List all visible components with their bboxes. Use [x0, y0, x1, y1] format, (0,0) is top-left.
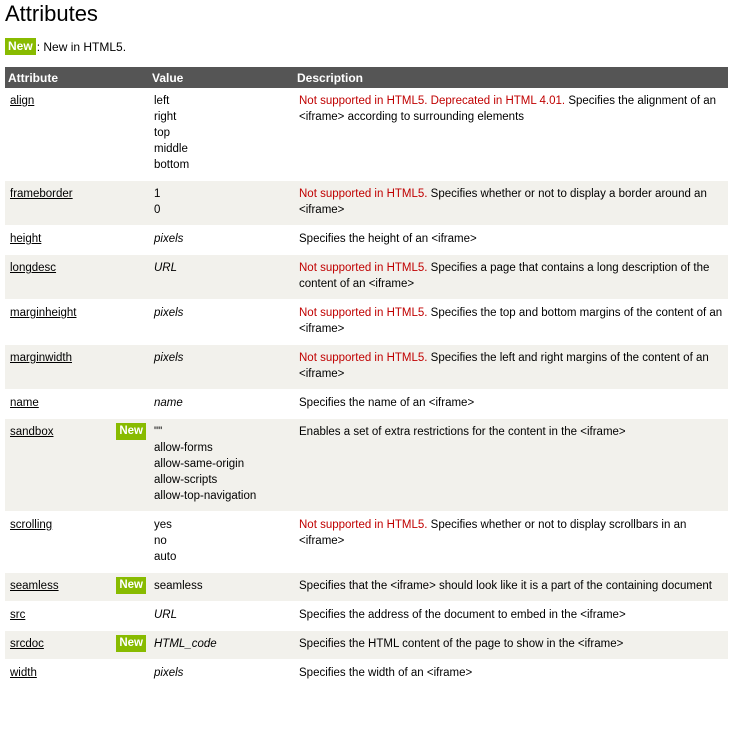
attribute-cell: [5, 573, 149, 602]
attribute-cell: [5, 390, 149, 419]
description-cell: [294, 226, 728, 255]
value-cell: [149, 631, 294, 660]
description-text: Specifies a page that contains a long description of the content of an <iframe>: [299, 262, 710, 290]
value-item: allow-scripts: [154, 474, 218, 486]
header-attribute: Attribute: [5, 67, 149, 88]
attribute-link-width[interactable]: width: [10, 667, 37, 679]
attribute-cell: [5, 602, 149, 631]
value-item: bottom: [154, 159, 190, 171]
new-badge: New: [116, 577, 146, 594]
table-row: [5, 88, 728, 181]
description-text: Specifies the top and bottom margins of the content of an <iframe>: [299, 307, 723, 335]
value-cell: [149, 181, 294, 226]
description-cell: [294, 573, 728, 602]
value-item: pixels: [154, 352, 184, 364]
value-item: "": [154, 426, 163, 438]
attribute-link-seamless[interactable]: seamless: [10, 580, 59, 592]
description-cell: [294, 602, 728, 631]
value-cell: [149, 390, 294, 419]
value-cell: [149, 573, 294, 602]
value-cell: [149, 512, 294, 573]
attribute-cell: [5, 88, 149, 181]
value-cell: [149, 345, 294, 390]
description-cell: [294, 255, 728, 300]
value-item: HTML_code: [154, 638, 217, 650]
value-item: URL: [154, 262, 178, 274]
value-item: auto: [154, 551, 177, 563]
description-cell: [294, 300, 728, 345]
table-row: [5, 419, 728, 512]
attribute-cell: [5, 631, 149, 660]
description-text: Specifies the HTML content of the page to show in the <iframe>: [299, 638, 624, 650]
description-text: Specifies that the <iframe> should look like it is a part of the containing document: [299, 580, 712, 592]
legend-text: : New in HTML5.: [36, 39, 127, 54]
value-cell: [149, 226, 294, 255]
description-cell: [294, 88, 728, 181]
value-cell: [149, 300, 294, 345]
deprecation-warning: Not supported in HTML5.: [299, 307, 428, 319]
value-cell: [149, 602, 294, 631]
attribute-cell: [5, 181, 149, 226]
attribute-cell: [5, 419, 149, 512]
value-cell: [149, 255, 294, 300]
new-badge: New: [5, 38, 36, 55]
table-row: [5, 602, 728, 631]
value-item: left: [154, 95, 170, 107]
value-item: allow-top-navigation: [154, 490, 257, 502]
table-row: [5, 660, 728, 689]
attribute-link-frameborder[interactable]: frameborder: [10, 188, 73, 200]
deprecation-warning: Not supported in HTML5.: [299, 262, 428, 274]
attribute-cell: [5, 512, 149, 573]
description-cell: [294, 631, 728, 660]
attribute-link-longdesc[interactable]: longdesc: [10, 262, 57, 274]
new-badge: New: [116, 635, 146, 652]
attribute-cell: [5, 226, 149, 255]
attribute-cell: [5, 345, 149, 390]
description-text: Specifies the address of the document to embed in the <iframe>: [299, 609, 626, 621]
attributes-table: [5, 67, 728, 689]
description-text: Specifies the left and right margins of the content of an <iframe>: [299, 352, 709, 380]
description-cell: [294, 390, 728, 419]
value-cell: [149, 660, 294, 689]
description-text: Specifies the width of an <iframe>: [299, 667, 473, 679]
table-header-row: [5, 67, 728, 88]
description-cell: [294, 419, 728, 512]
attribute-link-height[interactable]: height: [10, 233, 42, 245]
header-value: Value: [149, 67, 294, 88]
value-item: name: [154, 397, 183, 409]
table-body: [5, 88, 728, 689]
attribute-link-scrolling[interactable]: scrolling: [10, 519, 53, 531]
description-cell: [294, 660, 728, 689]
deprecation-warning: Not supported in HTML5.: [299, 352, 428, 364]
attribute-cell: [5, 660, 149, 689]
description-text: Specifies whether or not to display a border around an <iframe>: [299, 188, 707, 216]
table-row: [5, 631, 728, 660]
attribute-link-srcdoc[interactable]: srcdoc: [10, 638, 44, 650]
description-cell: [294, 345, 728, 390]
table-row: [5, 226, 728, 255]
value-item: URL: [154, 609, 178, 621]
new-badge: New: [116, 423, 146, 440]
value-item: middle: [154, 143, 188, 155]
value-item: pixels: [154, 307, 184, 319]
attribute-link-align[interactable]: align: [10, 95, 35, 107]
attribute-link-name[interactable]: name: [10, 397, 39, 409]
value-item: allow-same-origin: [154, 458, 245, 470]
value-cell: [149, 419, 294, 512]
table-row: [5, 255, 728, 300]
description-text: Specifies the alignment of an <iframe> according to surrounding elements: [299, 95, 716, 123]
value-item: seamless: [154, 580, 203, 592]
attribute-link-marginheight[interactable]: marginheight: [10, 307, 77, 319]
table-row: [5, 300, 728, 345]
description-text: Specifies the height of an <iframe>: [299, 233, 477, 245]
value-item: 0: [154, 204, 161, 216]
attribute-link-src[interactable]: src: [10, 609, 26, 621]
value-item: top: [154, 127, 170, 139]
value-item: yes: [154, 519, 172, 531]
value-item: pixels: [154, 667, 184, 679]
header-description: Description: [294, 67, 728, 88]
value-item: 1: [154, 188, 161, 200]
table-row: [5, 512, 728, 573]
deprecation-warning: Not supported in HTML5.: [299, 188, 428, 200]
value-cell: [149, 88, 294, 181]
table-row: [5, 390, 728, 419]
page-title: Attributes: [5, 1, 98, 26]
deprecation-warning: Not supported in HTML5. Deprecated in HTML 4.01.: [299, 95, 566, 107]
description-cell: [294, 512, 728, 573]
value-item: pixels: [154, 233, 184, 245]
new-legend: [5, 38, 126, 55]
value-item: no: [154, 535, 167, 547]
value-item: allow-forms: [154, 442, 213, 454]
attribute-link-sandbox[interactable]: sandbox: [10, 426, 54, 438]
attribute-link-marginwidth[interactable]: marginwidth: [10, 352, 72, 364]
description-cell: [294, 181, 728, 226]
description-text: Enables a set of extra restrictions for the content in the <iframe>: [299, 426, 626, 438]
description-text: Specifies whether or not to display scrollbars in an <iframe>: [299, 519, 687, 547]
table-row: [5, 181, 728, 226]
attribute-cell: [5, 255, 149, 300]
table-row: [5, 345, 728, 390]
value-item: right: [154, 111, 177, 123]
deprecation-warning: Not supported in HTML5.: [299, 519, 428, 531]
table-row: [5, 573, 728, 602]
attribute-cell: [5, 300, 149, 345]
description-text: Specifies the name of an <iframe>: [299, 397, 475, 409]
